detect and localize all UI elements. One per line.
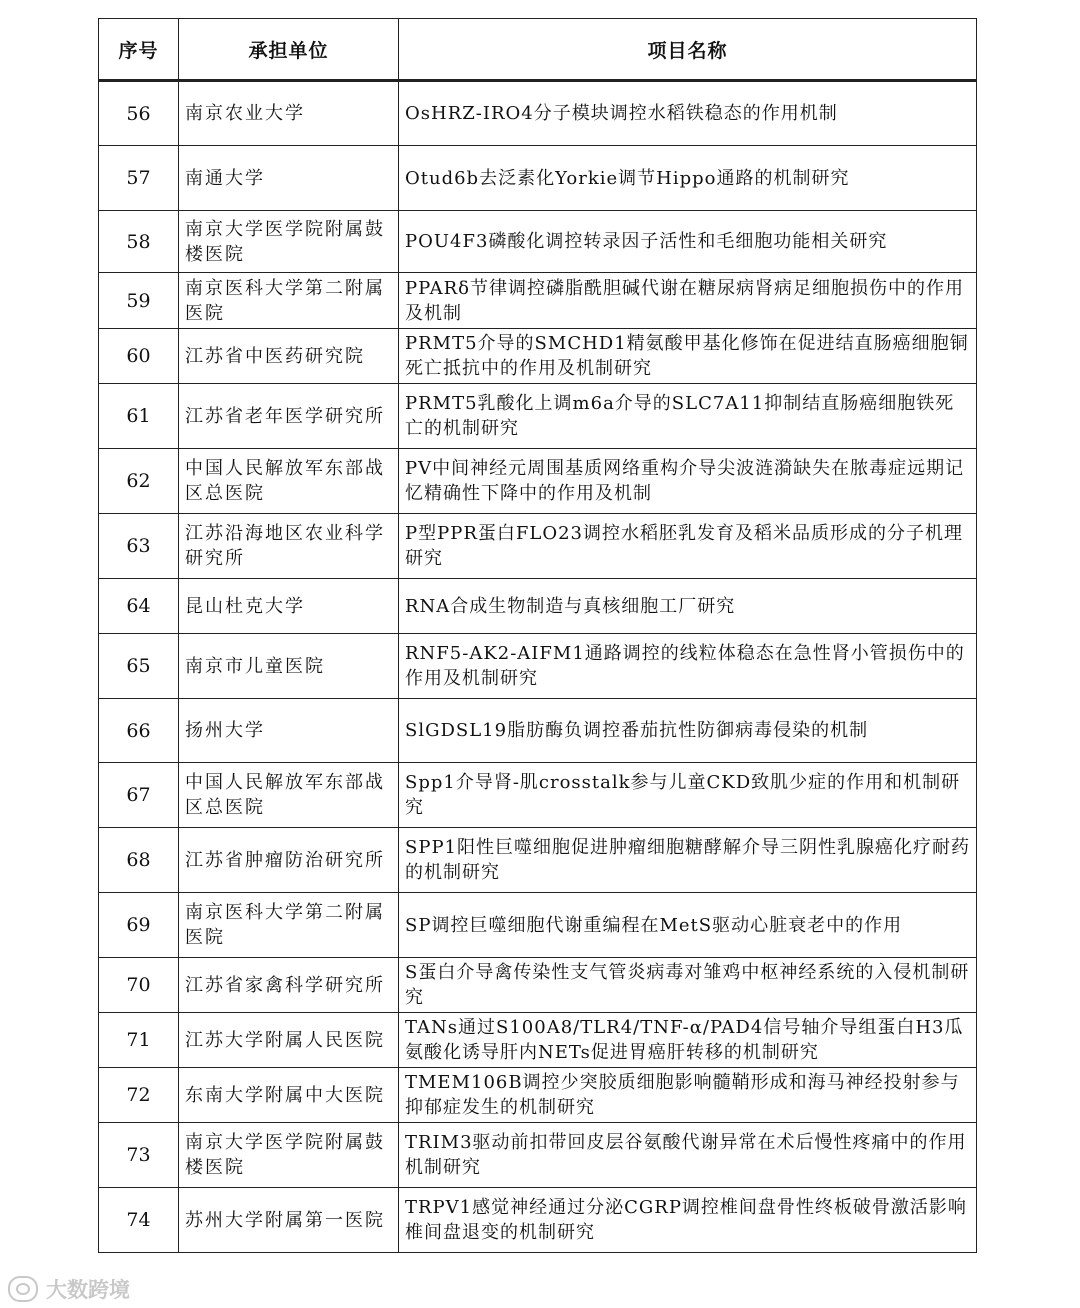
row-unit: 南京市儿童医院 bbox=[179, 634, 399, 699]
table-row bbox=[99, 579, 977, 634]
row-project: TANs通过S100A8/TLR4/TNF-α/PAD4信号轴介导组蛋白H3瓜氨酸化诱导肝内NETs促进胃癌肝转移的机制研究 bbox=[399, 1013, 977, 1068]
table-row bbox=[99, 146, 977, 211]
row-no: 57 bbox=[99, 146, 179, 211]
row-no: 64 bbox=[99, 579, 179, 634]
row-unit: 南京大学医学院附属鼓楼医院 bbox=[179, 211, 399, 273]
row-unit: 南京农业大学 bbox=[179, 81, 399, 146]
row-project: Spp1介导肾-肌crosstalk参与儿童CKD致肌少症的作用和机制研究 bbox=[399, 763, 977, 828]
row-unit: 中国人民解放军东部战区总医院 bbox=[179, 449, 399, 514]
row-unit: 江苏省老年医学研究所 bbox=[179, 384, 399, 449]
row-no: 60 bbox=[99, 329, 179, 384]
watermark-text: 大数跨境 bbox=[46, 1278, 130, 1302]
row-project: RNA合成生物制造与真核细胞工厂研究 bbox=[399, 579, 977, 634]
table-row bbox=[99, 329, 977, 384]
row-project: PRMT5乳酸化上调m6a介导的SLC7A11抑制结直肠癌细胞铁死亡的机制研究 bbox=[399, 384, 977, 449]
project-table bbox=[98, 18, 977, 1253]
table-row bbox=[99, 634, 977, 699]
table-row bbox=[99, 449, 977, 514]
row-unit: 南京医科大学第二附属医院 bbox=[179, 893, 399, 958]
table-row bbox=[99, 763, 977, 828]
row-unit: 南京医科大学第二附属医院 bbox=[179, 273, 399, 329]
row-no: 63 bbox=[99, 514, 179, 579]
row-unit: 江苏省家禽科学研究所 bbox=[179, 958, 399, 1013]
row-unit: 江苏大学附属人民医院 bbox=[179, 1013, 399, 1068]
row-project: PRMT5介导的SMCHD1精氨酸甲基化修饰在促进结直肠癌细胞铜死亡抵抗中的作用及机制研究 bbox=[399, 329, 977, 384]
row-unit: 中国人民解放军东部战区总医院 bbox=[179, 763, 399, 828]
row-no: 73 bbox=[99, 1123, 179, 1188]
row-unit: 南京大学医学院附属鼓楼医院 bbox=[179, 1123, 399, 1188]
header-no: 序号 bbox=[99, 19, 179, 81]
table-row bbox=[99, 1068, 977, 1123]
row-project: POU4F3磷酸化调控转录因子活性和毛细胞功能相关研究 bbox=[399, 211, 977, 273]
header-unit: 承担单位 bbox=[179, 19, 399, 81]
row-project: PPARδ节律调控磷脂酰胆碱代谢在糖尿病肾病足细胞损伤中的作用及机制 bbox=[399, 273, 977, 329]
table-row bbox=[99, 1013, 977, 1068]
row-unit: 江苏沿海地区农业科学研究所 bbox=[179, 514, 399, 579]
table-row bbox=[99, 211, 977, 273]
table-row bbox=[99, 699, 977, 763]
row-project: SPP1阳性巨噬细胞促进肿瘤细胞糖酵解介导三阴性乳腺癌化疗耐药的机制研究 bbox=[399, 828, 977, 893]
table-row bbox=[99, 514, 977, 579]
table-row bbox=[99, 828, 977, 893]
row-project: OsHRZ-IRO4分子模块调控水稻铁稳态的作用机制 bbox=[399, 81, 977, 146]
table-row bbox=[99, 384, 977, 449]
row-project: S蛋白介导禽传染性支气管炎病毒对雏鸡中枢神经系统的入侵机制研究 bbox=[399, 958, 977, 1013]
row-no: 65 bbox=[99, 634, 179, 699]
row-unit: 江苏省中医药研究院 bbox=[179, 329, 399, 384]
table-row bbox=[99, 893, 977, 958]
table-header-row bbox=[99, 19, 977, 81]
row-no: 67 bbox=[99, 763, 179, 828]
row-project: SP调控巨噬细胞代谢重编程在MetS驱动心脏衰老中的作用 bbox=[399, 893, 977, 958]
watermark-logo-icon bbox=[8, 1276, 38, 1302]
row-no: 68 bbox=[99, 828, 179, 893]
table-row bbox=[99, 1123, 977, 1188]
row-unit: 南通大学 bbox=[179, 146, 399, 211]
row-project: P型PPR蛋白FLO23调控水稻胚乳发育及稻米品质形成的分子机理研究 bbox=[399, 514, 977, 579]
table-row bbox=[99, 958, 977, 1013]
row-no: 66 bbox=[99, 699, 179, 763]
row-no: 59 bbox=[99, 273, 179, 329]
row-no: 62 bbox=[99, 449, 179, 514]
row-no: 71 bbox=[99, 1013, 179, 1068]
row-unit: 昆山杜克大学 bbox=[179, 579, 399, 634]
row-no: 61 bbox=[99, 384, 179, 449]
row-unit: 东南大学附属中大医院 bbox=[179, 1068, 399, 1123]
row-unit: 江苏省肿瘤防治研究所 bbox=[179, 828, 399, 893]
table-row bbox=[99, 273, 977, 329]
row-no: 70 bbox=[99, 958, 179, 1013]
table-row bbox=[99, 1188, 977, 1253]
header-project: 项目名称 bbox=[399, 19, 977, 81]
row-project: RNF5-AK2-AIFM1通路调控的线粒体稳态在急性肾小管损伤中的作用及机制研究 bbox=[399, 634, 977, 699]
row-project: Otud6b去泛素化Yorkie调节Hippo通路的机制研究 bbox=[399, 146, 977, 211]
row-project: PV中间神经元周围基质网络重构介导尖波涟漪缺失在脓毒症远期记忆精确性下降中的作用及机制 bbox=[399, 449, 977, 514]
row-project: TRIM3驱动前扣带回皮层谷氨酸代谢异常在术后慢性疼痛中的作用机制研究 bbox=[399, 1123, 977, 1188]
row-no: 58 bbox=[99, 211, 179, 273]
row-unit: 苏州大学附属第一医院 bbox=[179, 1188, 399, 1253]
row-project: TRPV1感觉神经通过分泌CGRP调控椎间盘骨性终板破骨激活影响椎间盘退变的机制研究 bbox=[399, 1188, 977, 1253]
row-no: 56 bbox=[99, 81, 179, 146]
row-project: TMEM106B调控少突胶质细胞影响髓鞘形成和海马神经投射参与抑郁症发生的机制研究 bbox=[399, 1068, 977, 1123]
table-row bbox=[99, 81, 977, 146]
row-no: 72 bbox=[99, 1068, 179, 1123]
watermark bbox=[8, 1274, 130, 1304]
row-no: 74 bbox=[99, 1188, 179, 1253]
row-unit: 扬州大学 bbox=[179, 699, 399, 763]
row-project: SlGDSL19脂肪酶负调控番茄抗性防御病毒侵染的机制 bbox=[399, 699, 977, 763]
row-no: 69 bbox=[99, 893, 179, 958]
